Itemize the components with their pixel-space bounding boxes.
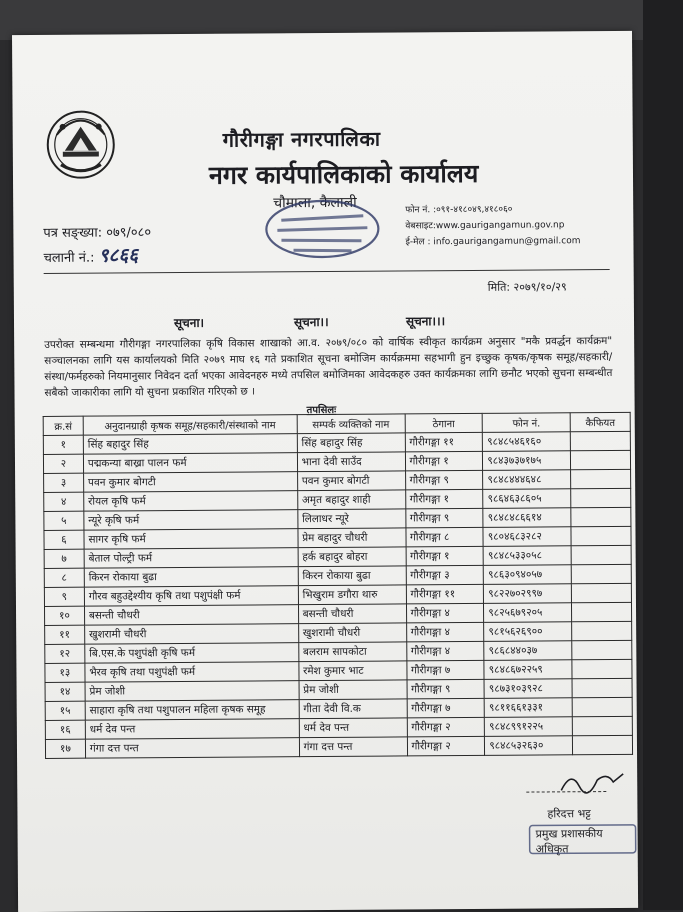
cell-grantee: प्रेम जोशी <box>85 681 299 701</box>
cell-address: गौरीगङ्गा ९ <box>407 679 485 699</box>
signer-title: प्रमुख प्रशासकीय अधिकृत <box>535 827 603 856</box>
contact-email: ई-मेल : info.gaurigangamun@gmail.com <box>405 236 581 248</box>
cell-sn: ८ <box>44 568 84 587</box>
cell-contact-person: पवन कुमार बोगटी <box>297 471 405 491</box>
cell-grantee: साहारा कृषि तथा पशुपालन महिला कृषक समूह <box>85 700 299 720</box>
cell-phone: ९८११६६१३३१ <box>484 698 572 718</box>
cell-contact-person: धर्म देव पन्त <box>299 718 407 738</box>
dispatch-number-label: चलानी नं.: <box>43 250 95 266</box>
table-body <box>43 431 632 758</box>
cell-phone: ९८४८५३२६३० <box>485 736 573 756</box>
cell-phone: ९८०४६८३२८२ <box>483 527 571 547</box>
municipality-name: गौरीगङ्गा नगरपालिका <box>222 126 381 152</box>
cell-address: गौरीगङ्गा ९ <box>405 508 483 528</box>
cell-remarks <box>571 583 631 602</box>
notice-heading-3: सूचना।।। <box>405 314 446 329</box>
cell-phone: ९८४८६७२२५९ <box>484 660 572 680</box>
letter-number <box>43 222 151 241</box>
cell-grantee: खुशरामी चौधरी <box>85 624 299 644</box>
cell-remarks <box>571 450 631 469</box>
table-caption: तपसिलः <box>306 404 337 417</box>
cell-address: गौरीगङ्गा ४ <box>406 641 484 661</box>
cell-sn: ३ <box>44 473 84 492</box>
cell-contact-person: रमेश कुमार भाट <box>299 661 407 681</box>
column-header-contact-person: सम्पर्क व्यक्तिको नाम <box>297 414 405 434</box>
cell-address: गौरीगङ्गा १ <box>405 489 483 509</box>
column-header-grantee: अनुदानग्राही कृषक समूह/सहकारी/संस्थाको नाम <box>83 415 297 435</box>
selected-applicants-table <box>43 412 633 759</box>
cell-remarks <box>572 716 632 735</box>
cell-phone: ९८२५६७९२०५ <box>484 603 572 623</box>
office-name: नगर कार्यपालिकाको कार्यालय <box>208 158 479 190</box>
dispatch-number-value: ९८६६ <box>98 244 139 267</box>
cell-sn: ११ <box>45 625 85 644</box>
cell-contact-person: प्रेम बहादुर चौधरी <box>298 528 406 548</box>
cell-sn: ६ <box>44 530 84 549</box>
cell-sn: १२ <box>45 644 85 663</box>
cell-address: गौरीगङ्गा ११ <box>405 432 483 452</box>
header-divider <box>44 269 610 274</box>
cell-remarks <box>572 697 632 716</box>
cell-contact-person: सिंह बहादुर सिंह <box>297 433 405 453</box>
notice-date: मिति: २०७९/१०/२९ <box>487 280 567 294</box>
cell-phone: ९८४३७३७१७५ <box>483 451 571 471</box>
cell-remarks <box>571 469 631 488</box>
cell-remarks <box>572 602 632 621</box>
officer-stamp-icon <box>528 823 638 856</box>
cell-address: गौरीगङ्गा २ <box>407 717 485 737</box>
cell-sn: १३ <box>45 663 85 682</box>
letter-number-value: ०७९/०८० <box>106 225 152 241</box>
cell-phone: ९८६८४४०३७ <box>484 641 572 661</box>
cell-contact-person: भाना देवी साउँद <box>297 452 405 472</box>
contact-website: वेबसाइट:www.gaurigangamun.gov.np <box>405 220 565 232</box>
cell-grantee: गौरव बहुउद्देश्यीय कृषि तथा पशुपंक्षी फर्म <box>84 586 298 606</box>
cell-contact-person: किरन रोकाया बुढा <box>298 566 406 586</box>
cell-phone: ९८४८५४६१६० <box>483 432 571 452</box>
cell-grantee: सिंह बहादुर सिंह <box>83 434 297 454</box>
column-header-phone: फोन नं. <box>482 413 570 433</box>
cell-phone: ९८१५६२६९०० <box>484 622 572 642</box>
cell-remarks <box>572 678 632 697</box>
cell-remarks <box>573 735 633 754</box>
cell-remarks <box>572 640 632 659</box>
column-header-sn: क्र.सं <box>43 416 83 435</box>
cell-contact-person: बसन्ती चौधरी <box>298 604 406 624</box>
cell-contact-person: प्रेम जोशी <box>299 680 407 700</box>
column-header-address: ठेगाना <box>405 413 483 433</box>
cell-address: गौरीगङ्गा १ <box>405 451 483 471</box>
cell-sn: १६ <box>45 720 85 739</box>
cell-grantee: किरन रोकाया बुढा <box>84 567 298 587</box>
cell-contact-person: खुशरामी चौधरी <box>298 623 406 643</box>
cell-grantee: न्यूरे कृषि फर्म <box>84 510 298 530</box>
signer-name: हरिदत्त भट्ट <box>547 807 591 821</box>
cell-grantee: पवन कुमार बोगटी <box>83 472 297 492</box>
cell-sn: १ <box>43 435 83 454</box>
notice-heading-2: सूचना।। <box>293 314 329 330</box>
dispatch-number <box>43 241 138 268</box>
cell-remarks <box>571 526 631 545</box>
cell-phone: ९८४८५३३०५८ <box>483 546 571 566</box>
notice-heading-1: सूचना। <box>173 315 205 331</box>
cell-address: गौरीगङ्गा ८ <box>405 527 483 547</box>
office-location: चौमाला, कैलाली <box>273 194 357 212</box>
cell-remarks <box>572 659 632 678</box>
cell-phone: ९८४८९९१२२५ <box>485 717 573 737</box>
cell-address: गौरीगङ्गा १ <box>406 546 484 566</box>
cell-contact-person: भिखुराम डगौरा थारु <box>298 585 406 605</box>
cell-phone: ९८४८४४४६४८ <box>483 470 571 490</box>
cell-phone: ९८२२७०२९९७ <box>484 584 572 604</box>
cell-contact-person: अमृत बहादुर शाही <box>297 490 405 510</box>
cell-address: गौरीगङ्गा ३ <box>406 565 484 585</box>
cell-grantee: बेताल पोल्ट्री फर्म <box>84 548 298 568</box>
contact-phone: फोन नं. :०९१-४१८०४९,४१८०६० <box>405 204 513 216</box>
cell-grantee: रोयल कृषि फर्म <box>84 491 298 511</box>
background-right <box>643 0 683 910</box>
notice-paper <box>12 31 638 912</box>
cell-address: गौरीगङ्गा ९ <box>405 470 483 490</box>
cell-grantee: पद्मकन्या बाख्रा पालन फर्म <box>83 453 297 473</box>
letter-number-label: पत्र सङ्ख्या: <box>43 225 103 241</box>
cell-grantee: बि.एस.के पशुपंक्षी कृषि फर्म <box>85 643 299 663</box>
office-stamp-icon <box>263 198 381 261</box>
cell-phone: ९८६४६३८६०५ <box>483 489 571 509</box>
cell-address: गौरीगङ्गा २ <box>407 736 485 756</box>
cell-sn: ५ <box>44 511 84 530</box>
cell-remarks <box>571 564 631 583</box>
cell-phone: ९८४८४८६६१४ <box>483 508 571 528</box>
cell-address: गौरीगङ्गा ११ <box>406 584 484 604</box>
cell-remarks <box>571 507 631 526</box>
cell-contact-person: हर्क बहादुर बोहरा <box>298 547 406 567</box>
cell-grantee: धर्म देव पन्त <box>85 719 299 739</box>
cell-grantee: भैरव कृषि तथा पशुपंक्षी फर्म <box>85 662 299 682</box>
cell-remarks <box>571 545 631 564</box>
cell-address: गौरीगङ्गा ७ <box>406 660 484 680</box>
table-row <box>45 735 632 758</box>
cell-phone: ९८७३१०३९२८ <box>484 679 572 699</box>
cell-address: गौरीगङ्गा ७ <box>407 698 485 718</box>
emblem-icon <box>42 104 119 181</box>
cell-remarks <box>571 488 631 507</box>
cell-sn: १७ <box>45 739 85 758</box>
cell-sn: ९ <box>44 587 84 606</box>
cell-address: गौरीगङ्गा ४ <box>406 603 484 623</box>
cell-grantee: सागर कृषि फर्म <box>84 529 298 549</box>
cell-contact-person: गंगा दत्त पन्त <box>299 737 407 757</box>
cell-phone: ९८६३०९४०५७ <box>484 565 572 585</box>
cell-grantee: गंगा दत्त पन्त <box>85 738 299 758</box>
cell-grantee: बसन्ती चौधरी <box>84 605 298 625</box>
cell-sn: २ <box>43 454 83 473</box>
cell-remarks <box>572 621 632 640</box>
cell-sn: १४ <box>45 682 85 701</box>
cell-sn: ७ <box>44 549 84 568</box>
cell-sn: १० <box>44 606 84 625</box>
cell-address: गौरीगङ्गा ४ <box>406 622 484 642</box>
cell-contact-person: बलराम सापकोटा <box>298 642 406 662</box>
column-header-remarks: कैफियत <box>570 412 630 431</box>
notice-body: उपरोक्त सम्बन्धमा गौरीगङ्गा नगरपालिका कृषि विकास शाखाको आ.व. २०७९/०८० को वार्षिक स्वीकृत कार्यक्रम अनुसार "मकै प्रवर्द्धन कार्यक्रम" सञ्चालनका लागि यस कार्यालयको मिति २०७९ माघ १६ गते प्रकाशित सूचना बमोजिम कार्यक्रममा सहभागी हुन इच्छुक कृषक/कृषक समूह/सहकारी/संस्था/फर्महरुको नियमानुसार निवेदन दर्ता भएका आवेदनहरु मध्ये तपसिल बमोजिमका आवेदकहरु उक्त कार्यक्रमका लागि छनौट भएको सुचना सम्बन्धीत सबैको जाकारीका लागि यो सुचना प्रकाशित गरिएको छ । <box>44 334 613 399</box>
cell-sn: १५ <box>45 701 85 720</box>
cell-contact-person: लिलाधर न्यूरे <box>297 509 405 529</box>
cell-remarks <box>570 431 630 450</box>
cell-contact-person: गीता देवी वि.क <box>299 699 407 719</box>
cell-sn: ४ <box>44 492 84 511</box>
